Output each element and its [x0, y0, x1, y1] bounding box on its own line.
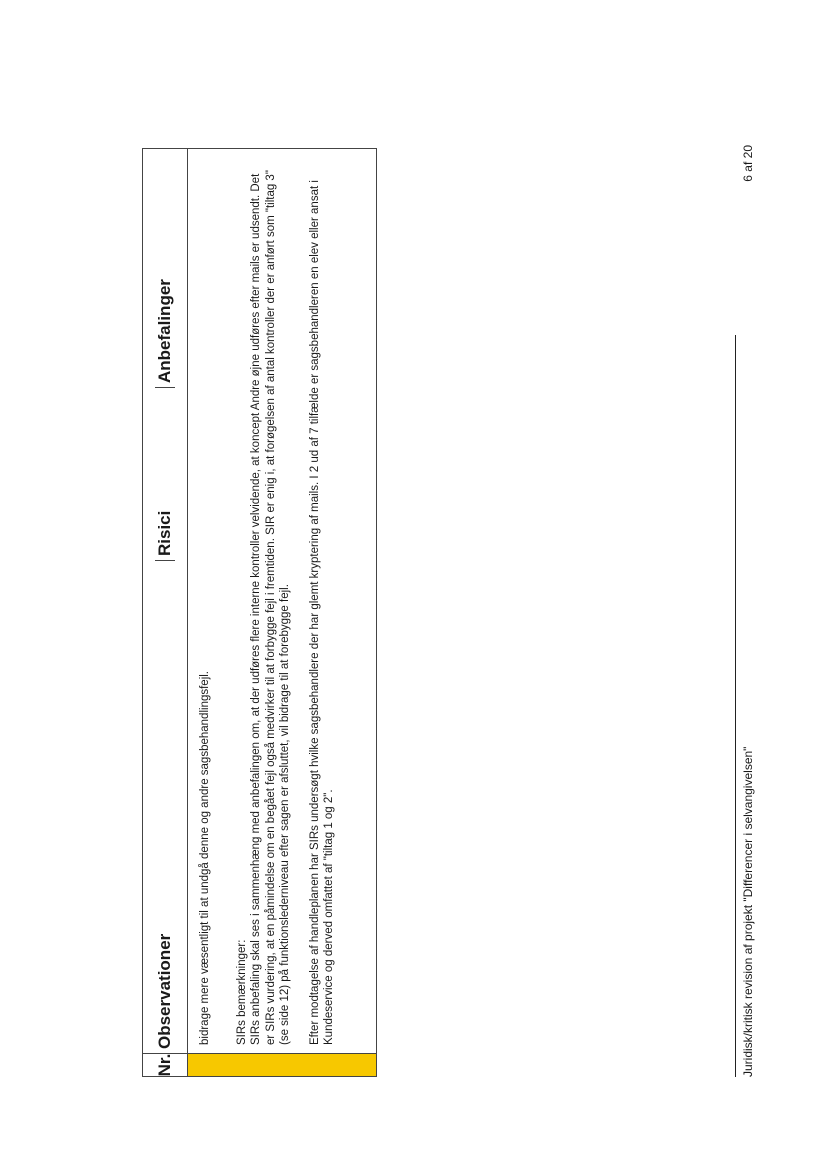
header-row — [143, 149, 188, 1053]
footer-document-title: Juridisk/kritisk revision af projekt "Differencer i selvangivelsen" — [741, 746, 755, 1077]
observation-text-cell — [188, 149, 376, 1053]
findings-table — [142, 148, 377, 1077]
footer-rule — [735, 335, 736, 1077]
header-anbefalinger: Anbefalinger — [155, 149, 175, 388]
nr-cell-highlight — [188, 1053, 376, 1076]
footer-page-number: 6 af 20 — [741, 145, 755, 182]
sir-remarks-body: SIRs anbefaling skal ses i sammenhæng med anbefalingen om, at der udføres flere interne kontroller velvidende, at koncept Andre øjne udføres efter mails er udsendt. Det er SIRs vurdering, at en påmindelse om en begået fejl også medvirker til at forbygge fejl i fremtiden. SIR er enig i, at forøgelsen af antal kontroller der er anført som "tiltag 3" (se side 12) på funktionslederniveau efter sagen er afsluttet, vil bidrage til at forebygge fejl. — [250, 170, 292, 1045]
header-risici: Risici — [155, 388, 175, 561]
sir-remarks-title: SIRs bemærkninger: — [235, 939, 248, 1045]
followup-paragraph: Efter modtagelse af handleplanen har SIRs undersøgt hvilke sagsbehandlere der har glemt kryptering af mails. I 2 ud af 7 tilfælde er sagsbehandleren en elev eller ansat i Kundeservice og derved omfattet af "tiltag 1 og 2". — [308, 180, 336, 1045]
header-observationer: Observationer — [155, 933, 174, 1049]
paragraph-continuation: bidrage mere væsentligt til at undgå denne og andre sagsbehandlingsfejl. — [199, 670, 211, 1045]
header-nr: Nr. — [143, 1053, 188, 1076]
